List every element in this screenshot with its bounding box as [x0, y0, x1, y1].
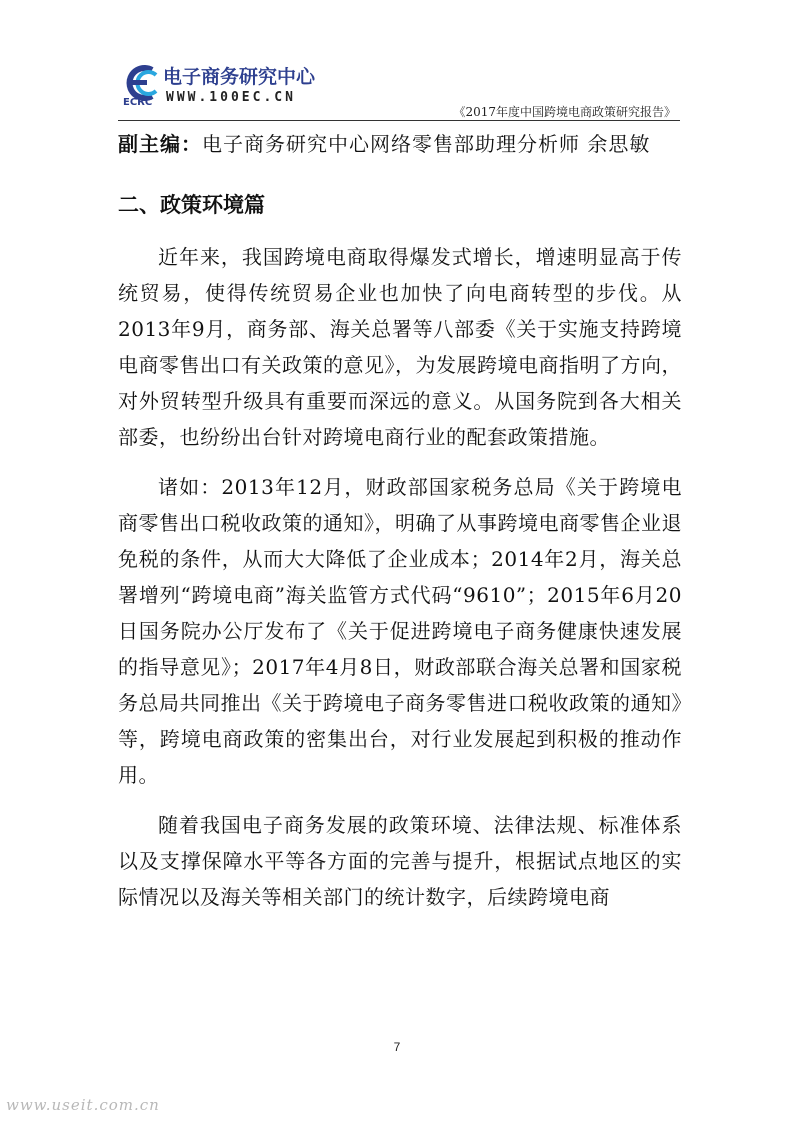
page-content — [118, 126, 682, 915]
section-heading: 二、政策环境篇 — [118, 193, 265, 217]
paragraph-1: 近年来，我国跨境电商取得爆发式增长，增速明显高于传统贸易，使得传统贸易企业也加快了向电商转型的步伐。从2013年9月，商务部、海关总署等八部委《关于实施支持跨境电商零售出口有关政策的意见》，为发展跨境电商指明了方向，对外贸转型升级具有重要而深远的意义。从国务院到各大相关部委，也纷纷出台针对跨境电商行业的配套政策措施。 — [118, 245, 682, 449]
watermark: www.useit.com.cn — [6, 1096, 160, 1114]
paragraph-2: 诸如：2013年12月，财政部国家税务总局《关于跨境电商零售出口税收政策的通知》，明确了从事跨境电商零售企业退免税的条件，从而大大降低了企业成本；2014年2月，海关总署增列“跨境电商”海关监管方式代码“9610”；2015年6月20日国务院办公厅发布了《关于促进跨境电子商务健康快速发展的指导意见》；2017年4月8日，财政部联合海关总署和国家税务总局共同推出《关于跨境电子商务零售进口税收政策的通知》等，跨境电商政策的密集出台，对行业发展起到积极的推动作用。 — [118, 475, 682, 787]
page-header — [0, 0, 794, 120]
editor-text: 电子商务研究中心网络零售部助理分析师 余思敏 — [202, 132, 651, 156]
editor-line — [118, 126, 682, 163]
report-title: 《2017年度中国跨境电商政策研究报告》 — [453, 105, 676, 119]
paragraph-3: 随着我国电子商务发展的政策环境、法律法规、标准体系以及支撑保障水平等各方面的完善与提升，根据试点地区的实际情况以及海关等相关部门的统计数字，后续跨境电商 — [118, 813, 682, 909]
logo-abbreviation: ECRC — [123, 97, 153, 108]
logo-title: 电子商务研究中心 — [163, 66, 316, 88]
page-number: 7 — [393, 1040, 401, 1054]
logo-url: WWW.100EC.CN — [166, 90, 296, 105]
editor-role: 副主编： — [118, 132, 202, 156]
header-divider — [118, 120, 680, 121]
